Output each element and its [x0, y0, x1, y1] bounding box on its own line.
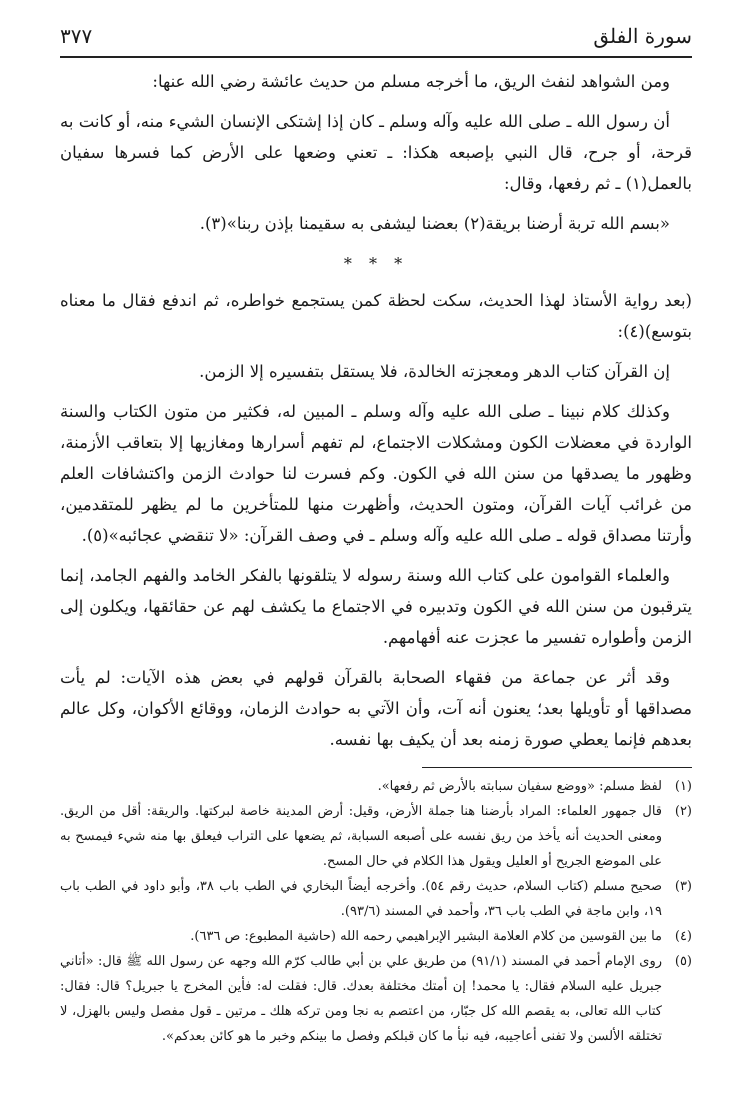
footnote-text: صحيح مسلم (كتاب السلام، حديث رقم ٥٤). وأخرجه أيضاً البخاري في الطب باب ٣٨، وأبو داود في الطب باب ١٩، وابن ماجة في الطب باب ٣٦، وأحمد في المسند (٩٣/٦).	[60, 879, 663, 919]
footnote	[60, 874, 692, 924]
footnote	[60, 949, 692, 1049]
footnote	[60, 799, 692, 874]
footnote-number: (٢)	[674, 804, 692, 819]
paragraph-scholars: والعلماء القوامون على كتاب الله وسنة رسوله لا يتلقونها بالفكر الخامد والفهم الجامد، إنما يترقبون من سنن الله في الكون وتدبيره في الاجتماع ما يكشف لهم عن حقائقها، ويكلون إلى الزمن وأطواره تفسير ما عجزت عنه أفهامهم.	[60, 566, 692, 647]
footnote-divider	[422, 767, 692, 768]
paragraph-intro: ومن الشواهد لنفث الريق، ما أخرجه مسلم من حديث عائشة رضي الله عنها:	[152, 72, 670, 91]
footnote-number: (٥)	[674, 954, 692, 969]
footnote-text: روى الإمام أحمد في المسند (٩١/١) من طريق علي بن أبي طالب كرّم الله وجهه عن رسول الله ﷺ قال: «أتاني جبريل عليه السلام فقال: يا محمد! إن أمتك مختلفة بعدك. قال: فقلت له: فأين المخرج يا جبريل؟ قال: فقال: كتاب الله تعالى، به يقصم الله كل جبّار، من اعتصم به نجا ومن تركه هلك ـ مرتين ـ قول مفصل وليس بالهزل، لا تختلقه الألسن ولا تفنى أعاجيبه، فيه نبأ ما كان قبلكم وفصل ما بينكم وخبر ما هو كائن بعدكم».	[60, 954, 663, 1044]
paragraph-companions: وقد أثر عن جماعة من فقهاء الصحابة بالقرآن قولهم في بعض هذه الآيات: لم يأت مصداقها أو تأويلها بعد؛ يعنون أنه آت، وأن الآتي به حوادث الزمان، ووقائع الأكوان، وكل عالم بعدهم فإنما يعطي صورة زمنه بعد أن يكيف بها نفسه.	[60, 668, 692, 749]
surah-title: سورة الفلق	[593, 24, 692, 48]
footnote	[60, 924, 692, 949]
paragraph-prophet-speech: وكذلك كلام نبينا ـ صلى الله عليه وآله وسلم ـ المبين له، فكثير من متون الكتاب والسنة الواردة في معضلات الكون ومشكلات الاجتماع، لم تفهم أسرارها ومغازيها إلا بتعاقب الأزمنة، وظهور ما يصدقها من سنن الله في الكون. وكم فسرت لنا حوادث الزمن واكتشافات العلم من غرائب آيات القرآن، ومتون الحديث، وأظهرت منها للمتأخرين ما لم يظهر للمتقدمين، وأرتنا مصداق قوله ـ صلى الله عليه وآله وسلم ـ في وصف القرآن: «لا تنقضي عجائبه»(٥).	[60, 402, 692, 545]
page-body	[60, 66, 692, 1049]
footnote	[60, 774, 692, 799]
paragraph-commentary-intro: (بعد رواية الأستاذ لهذا الحديث، سكت لحظة كمن يستجمع خواطره، ثم اندفع فقال ما معناه بتوسع)(٤):	[60, 291, 692, 341]
page-header	[60, 18, 692, 58]
footnote-number: (١)	[674, 779, 692, 794]
page-number: ٣٧٧	[60, 24, 93, 48]
paragraph-dua: «بسم الله تربة أرضنا بريقة(٢) بعضنا ليشفى به سقيمنا بإذن ربنا»(٣).	[199, 214, 670, 233]
footnote-text: ما بين القوسين من كلام العلامة البشير الإبراهيمي رحمه الله (حاشية المطبوع: ص ٦٣٦).	[190, 929, 662, 944]
paragraph-quran-time: إن القرآن كتاب الدهر ومعجزته الخالدة، فلا يستقل بتفسيره إلا الزمن.	[199, 362, 670, 381]
paragraph-hadith: أن رسول الله ـ صلى الله عليه وآله وسلم ـ كان إذا إشتكى الإنسان الشيء منه، أو كانت به قرحة، أو جرح، قال النبي بإصبعه هكذا: ـ تعني وضعها على الأرض كما فسرها سفيان بالعمل(١) ـ ثم رفعها، وقال:	[60, 112, 692, 193]
footnote-number: (٣)	[674, 879, 692, 894]
footnotes	[60, 774, 692, 1049]
footnote-text: قال جمهور العلماء: المراد بأرضنا هنا جملة الأرض، وقيل: أرض المدينة خاصة لبركتها. والريقة: أقل من الريق. ومعنى الحديث أنه يأخذ من ريق نفسه على أصبعه السبابة، ثم يضعها على التراب فيعلق بها منه شيء فيمسح به على الموضع الجريح أو العليل ويقول هذا الكلام في حال المسح.	[60, 804, 662, 869]
section-separator: * * *	[343, 254, 409, 273]
footnote-text: لفظ مسلم: «ووضع سفيان سبابته بالأرض ثم رفعها».	[377, 779, 662, 794]
footnote-number: (٤)	[674, 929, 692, 944]
